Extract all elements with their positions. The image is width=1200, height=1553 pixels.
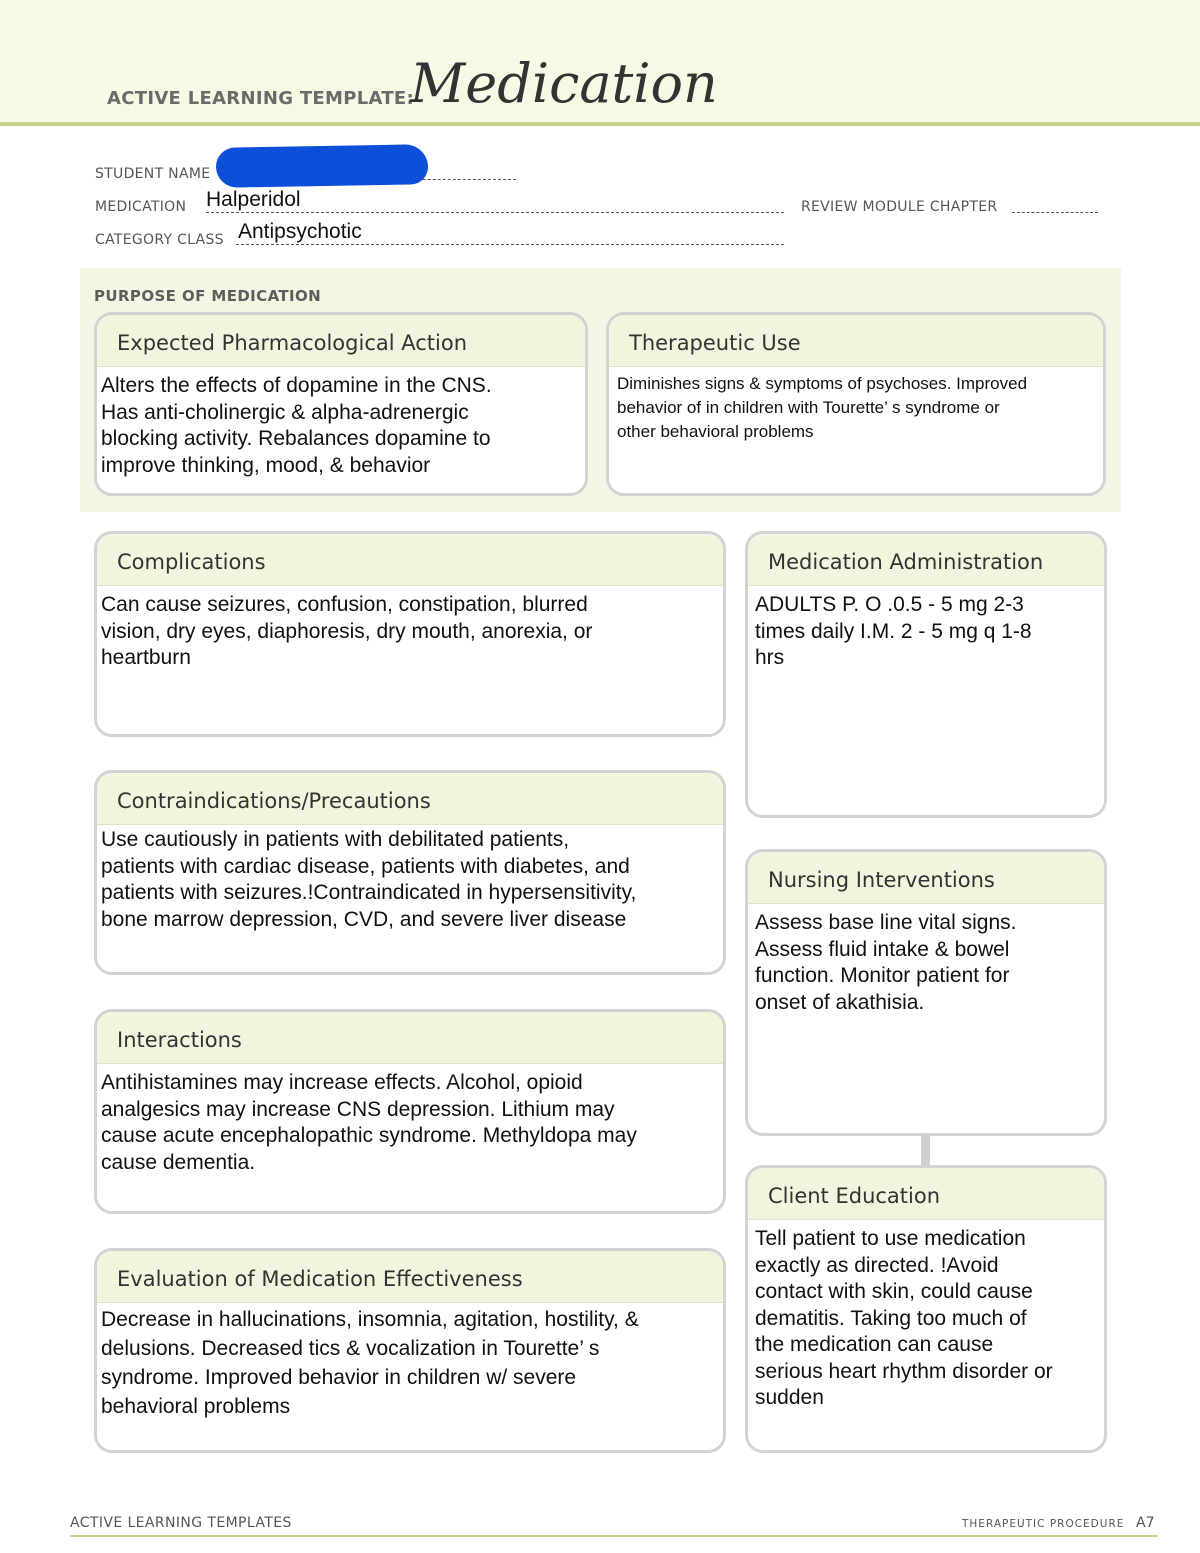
card-connector	[921, 1135, 930, 1165]
footer-right: THERAPEUTIC PROCEDURE	[962, 1518, 1125, 1530]
text-line: analgesics may increase CNS depression. Lithium may	[101, 1097, 615, 1121]
administration-title: Medication Administration	[748, 534, 1104, 586]
education-body[interactable]	[748, 1220, 1104, 1412]
text-line: Assess fluid intake & bowel	[755, 937, 1010, 961]
complications-body[interactable]	[97, 586, 723, 672]
text-line: serious heart rhythm disorder or	[755, 1359, 1053, 1383]
student-name-label: STUDENT NAME	[95, 166, 211, 182]
footer-page-number: A7	[1136, 1515, 1155, 1531]
text-line: sudden	[755, 1386, 824, 1409]
text-line: onset of akathisia.	[755, 990, 925, 1014]
text-line: Tell patient to use medication	[755, 1227, 1026, 1250]
administration-body[interactable]	[748, 586, 1104, 672]
text-line: heartburn	[101, 646, 191, 669]
text-line: ADULTS P. O .0.5 - 5 mg 2-3	[755, 593, 1024, 616]
text-line: the medication can cause	[755, 1333, 994, 1356]
text-line: cause acute encephalopathic syndrome. Methyldopa may	[101, 1124, 637, 1147]
text-line: cause dementia.	[101, 1150, 256, 1174]
text-line: Antihistamines may increase effects. Alcohol, opioid	[101, 1071, 583, 1094]
contraindications-card	[94, 770, 726, 975]
therapeutic-use-card	[606, 312, 1106, 496]
text-line: blocking activity. Rebalances dopamine to	[101, 427, 491, 450]
review-module-line[interactable]	[1012, 211, 1098, 213]
therapeutic-use-title: Therapeutic Use	[609, 315, 1103, 367]
nursing-body[interactable]	[748, 904, 1104, 1016]
text-line: behavior of in children with Tourette’ s syndrome or	[617, 398, 1000, 417]
text-line: behavioral problems	[101, 1395, 291, 1418]
template-label: ACTIVE LEARNING TEMPLATE:	[107, 88, 414, 109]
text-line: vision, dry eyes, diaphoresis, dry mouth, anorexia, or	[101, 619, 593, 643]
text-line: Alters the effects of dopamine in the CNS.	[101, 374, 492, 397]
interactions-body[interactable]	[97, 1064, 723, 1176]
evaluation-card	[94, 1248, 726, 1453]
expected-action-card	[94, 312, 588, 496]
text-line: Use cautiously in patients with debilitated patients,	[101, 828, 570, 851]
evaluation-body[interactable]	[97, 1303, 723, 1421]
contraindications-title: Contraindications/Precautions	[97, 773, 723, 825]
nursing-card	[745, 849, 1107, 1136]
purpose-label: PURPOSE OF MEDICATION	[94, 287, 322, 305]
complications-title: Complications	[97, 534, 723, 586]
category-class-label: CATEGORY CLASS	[95, 232, 224, 248]
page-title: Medication	[410, 52, 718, 115]
footer-left: ACTIVE LEARNING TEMPLATES	[70, 1515, 292, 1531]
administration-card	[745, 531, 1107, 818]
expected-action-title: Expected Pharmacological Action	[97, 315, 585, 367]
review-module-label: REVIEW MODULE CHAPTER	[801, 199, 998, 215]
text-line: Diminishes signs & symptoms of psychoses. Improved	[617, 374, 1028, 393]
text-line: hrs	[755, 646, 785, 669]
text-line: function. Monitor patient for	[755, 964, 1010, 987]
complications-card	[94, 531, 726, 737]
text-line: Can cause seizures, confusion, constipation, blurred	[101, 593, 588, 616]
text-line: delusions. Decreased tics & vocalization in Tourette’ s	[101, 1337, 600, 1360]
interactions-title: Interactions	[97, 1012, 723, 1064]
header-rule	[0, 122, 1200, 126]
text-line: Decrease in hallucinations, insomnia, agitation, hostility, &	[101, 1308, 639, 1331]
text-line: patients with seizures.!Contraindicated in hypersensitivity,	[101, 881, 637, 904]
text-line: dematitis. Taking too much of	[755, 1306, 1027, 1330]
interactions-card	[94, 1009, 726, 1214]
text-line: exactly as directed. !Avoid	[755, 1253, 999, 1277]
text-line: patients with cardiac disease, patients with diabetes, and	[101, 854, 630, 878]
redaction-mark	[216, 144, 429, 188]
nursing-title: Nursing Interventions	[748, 852, 1104, 904]
therapeutic-use-body[interactable]	[609, 367, 1103, 444]
text-line: Has anti-cholinergic & alpha-adrenergic	[101, 400, 469, 424]
medication-value: Halperidol	[206, 188, 301, 211]
medication-label: MEDICATION	[95, 199, 187, 215]
text-line: syndrome. Improved behavior in children w/ severe	[101, 1366, 577, 1389]
text-line: other behavioral problems	[617, 422, 814, 441]
education-title: Client Education	[748, 1168, 1104, 1220]
footer-rule	[70, 1535, 1158, 1537]
text-line: contact with skin, could cause	[755, 1280, 1033, 1303]
expected-action-body[interactable]	[97, 367, 585, 479]
education-card	[745, 1165, 1107, 1453]
contraindications-body[interactable]	[97, 825, 723, 933]
text-line: improve thinking, mood, & behavior	[101, 453, 431, 477]
category-class-value: Antipsychotic	[238, 220, 362, 243]
text-line: Assess base line vital signs.	[755, 911, 1017, 934]
text-line: times daily I.M. 2 - 5 mg q 1-8	[755, 619, 1032, 643]
evaluation-title: Evaluation of Medication Effectiveness	[97, 1251, 723, 1303]
text-line: bone marrow depression, CVD, and severe liver disease	[101, 907, 627, 931]
